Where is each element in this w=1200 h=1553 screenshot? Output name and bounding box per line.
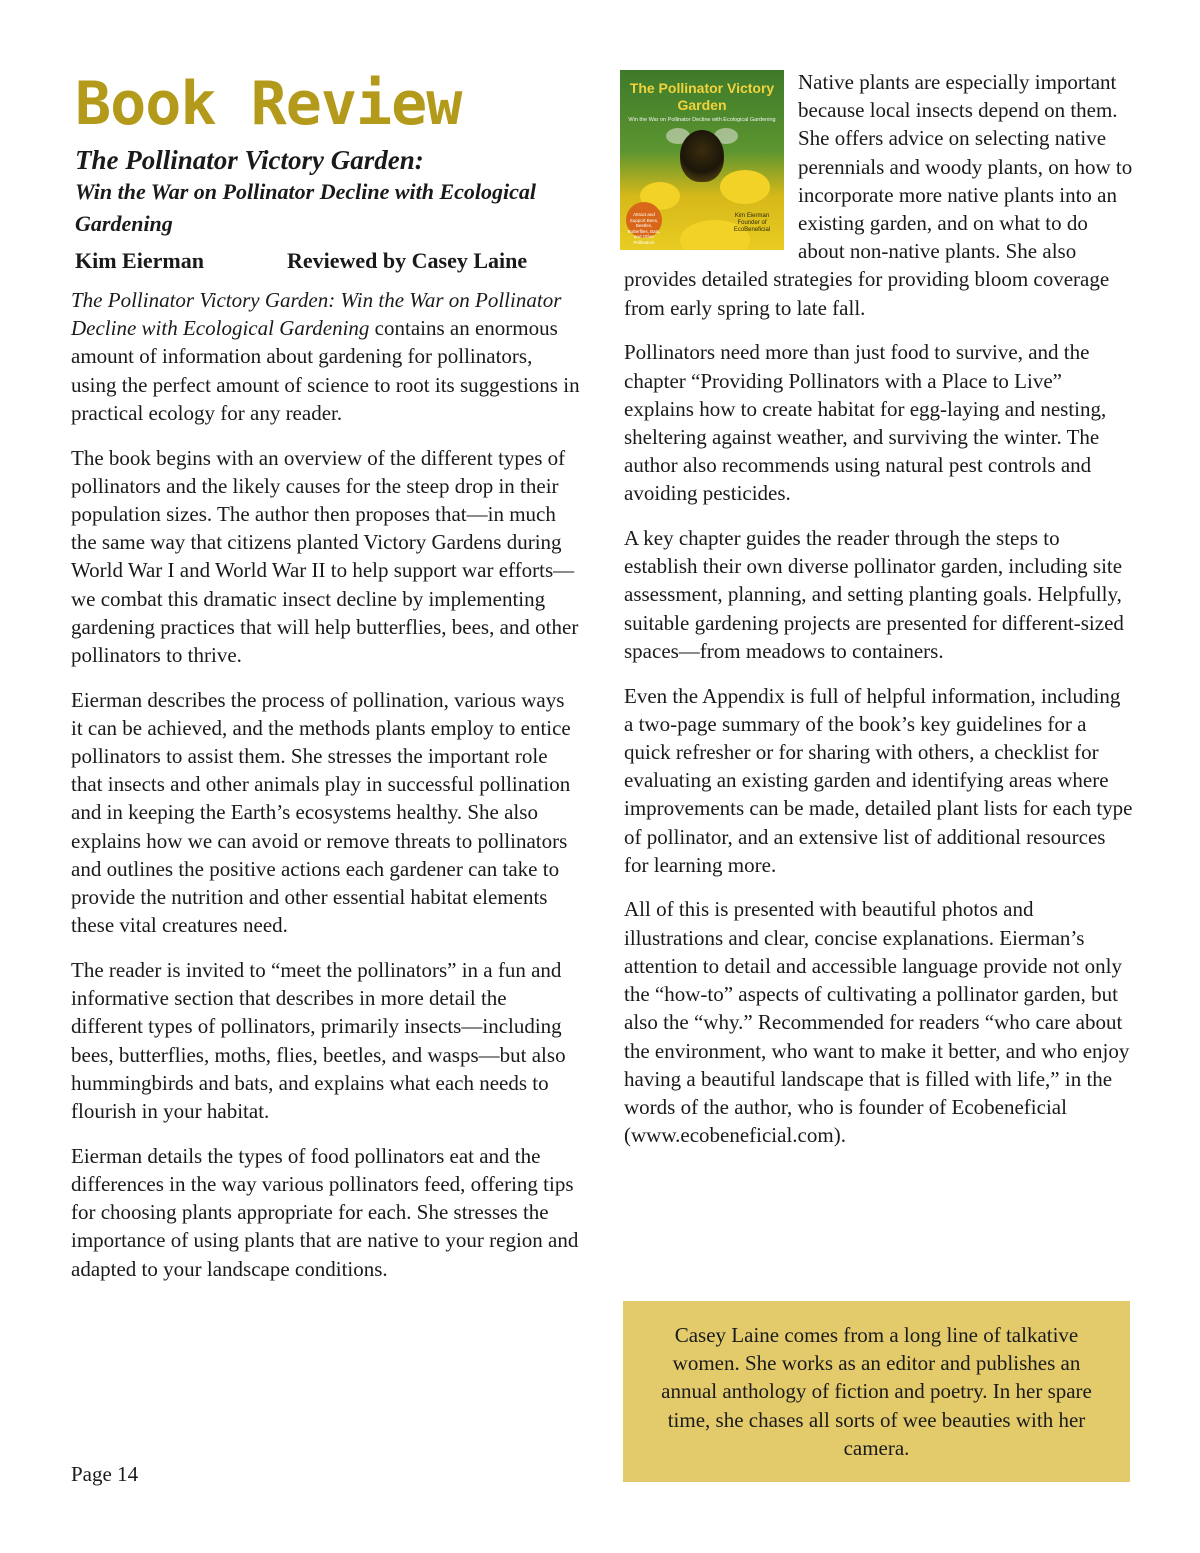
intro-text: contains an enormous amount of information about gardening for pollinators, using the perfect amount of science to root its suggestions in practical ecology for any reader. xyxy=(71,316,580,425)
book-cover-image xyxy=(620,70,784,250)
book-subtitle: Win the War on Pollinator Decline with Ecological Gardening xyxy=(75,179,537,236)
reviewer-bio-box: Casey Laine comes from a long line of talkative women. She works as an editor and publishes an annual anthology of fiction and poetry. In her spare time, she chases all sorts of wee beauties with her camera. xyxy=(623,1301,1130,1482)
body-paragraph: Native plants are especially important because local insects depend on them. She offers advice on selecting native perennials and woody plants, on how to incorporate more native plants into an existing garden, and on what to do about non-native plants. She also provides detailed strategies for providing bloom coverage from early spring to late fall. xyxy=(624,70,1133,320)
reviewer-name: Reviewed by Casey Laine xyxy=(287,248,528,273)
cover-subtitle: Win the War on Pollinator Decline with Ecological Gardening xyxy=(628,117,776,123)
body-paragraph: The book begins with an overview of the different types of pollinators and the likely causes for the steep drop in their population sizes. The author then proposes that—in much the same way that citizens planted Victory Gardens during World War I and World War II to help support war efforts—we combat this dramatic insect decline by implementing gardening practices that will help butterflies, bees, and other pollinators to thrive. xyxy=(71,445,579,667)
page-number: Page 14 xyxy=(71,1462,139,1486)
cover-author: Kim Eierman Founder of EcoBeneficial xyxy=(733,213,771,233)
body-paragraph: Even the Appendix is full of helpful information, including a two-page summary of the book’s key guidelines for a quick refresher or for sharing with others, a checklist for evaluating an existing garden and identifying areas where improvements can be made, detailed plant lists for each type of pollinator, and an extensive list of additional resources for learning more. xyxy=(624,683,1133,877)
book-title: The Pollinator Victory Garden: xyxy=(75,145,424,175)
body-paragraph: All of this is presented with beautiful photos and illustrations and clear, concise explanations. Eierman’s attention to detail and accessible language provide not only the “how-to” aspects of cultivating a pollinator garden, but also the “why.” Recommended for readers “who care about the environment, who want to make it better, and who enjoy having a beautiful landscape that is filled with life,” in the words of the author, who is founder of Ecobeneficial (www.ecobeneficial.com). xyxy=(624,897,1130,1148)
body-paragraph: A key chapter guides the reader through the steps to establish their own diverse pollinator garden, including site assessment, planning, and setting planting goals. Helpfully, suitable gardening projects are presented for different-sized spaces—from meadows to containers. xyxy=(624,526,1124,663)
body-paragraph: Pollinators need more than just food to survive, and the chapter “Providing Pollinators with a Place to Live” explains how to create habitat for egg-laying and nesting, sheltering against weather, and surviving the winter. The author also recommends using natural pest controls and avoiding pesticides. xyxy=(624,340,1107,506)
flower-shape xyxy=(720,170,770,204)
intro-book-title: The Pollinator Victory Garden: Win the War on Pollinator Decline with Ecological Gardening xyxy=(71,288,562,341)
left-column xyxy=(71,66,581,1299)
cover-title: The Pollinator Victory Garden xyxy=(629,80,775,113)
body-paragraph: Eierman describes the process of pollination, various ways it can be achieved, and the methods plants employ to entice pollinators to assist them. She stresses the important role that insects and other animals play in successful pollination and in keeping the Earth’s ecosystems healthy. She also explains how we can avoid or remove threats to pollinators and outlines the positive actions each gardener can take to provide the nutrition and other essential habitat elements these vital creatures need. xyxy=(71,687,571,938)
section-heading: Book Review xyxy=(75,69,462,139)
right-column xyxy=(624,66,1134,1166)
bee-shape xyxy=(680,130,724,182)
byline xyxy=(75,246,581,276)
body-paragraph: The reader is invited to “meet the pollinators” in a fun and informative section that describes in more detail the different types of pollinators, primarily insects—including bees, butterflies, moths, flies, beetles, and wasps—but also hummingbirds and bats, and explains what each needs to flourish in your habitat. xyxy=(71,957,566,1123)
author-name: Kim Eierman xyxy=(75,248,204,273)
cover-badge: Attract and Support Bees, Beetles, Butterflies, Bats, and Other Pollinators xyxy=(626,202,662,238)
intro-paragraph xyxy=(71,286,581,427)
body-paragraph: Eierman details the types of food pollinators eat and the differences in the way various pollinators feed, offering tips for choosing plants appropriate for each. She stresses the importance of using plants that are native to your region and adapted to your landscape conditions. xyxy=(71,1143,579,1281)
